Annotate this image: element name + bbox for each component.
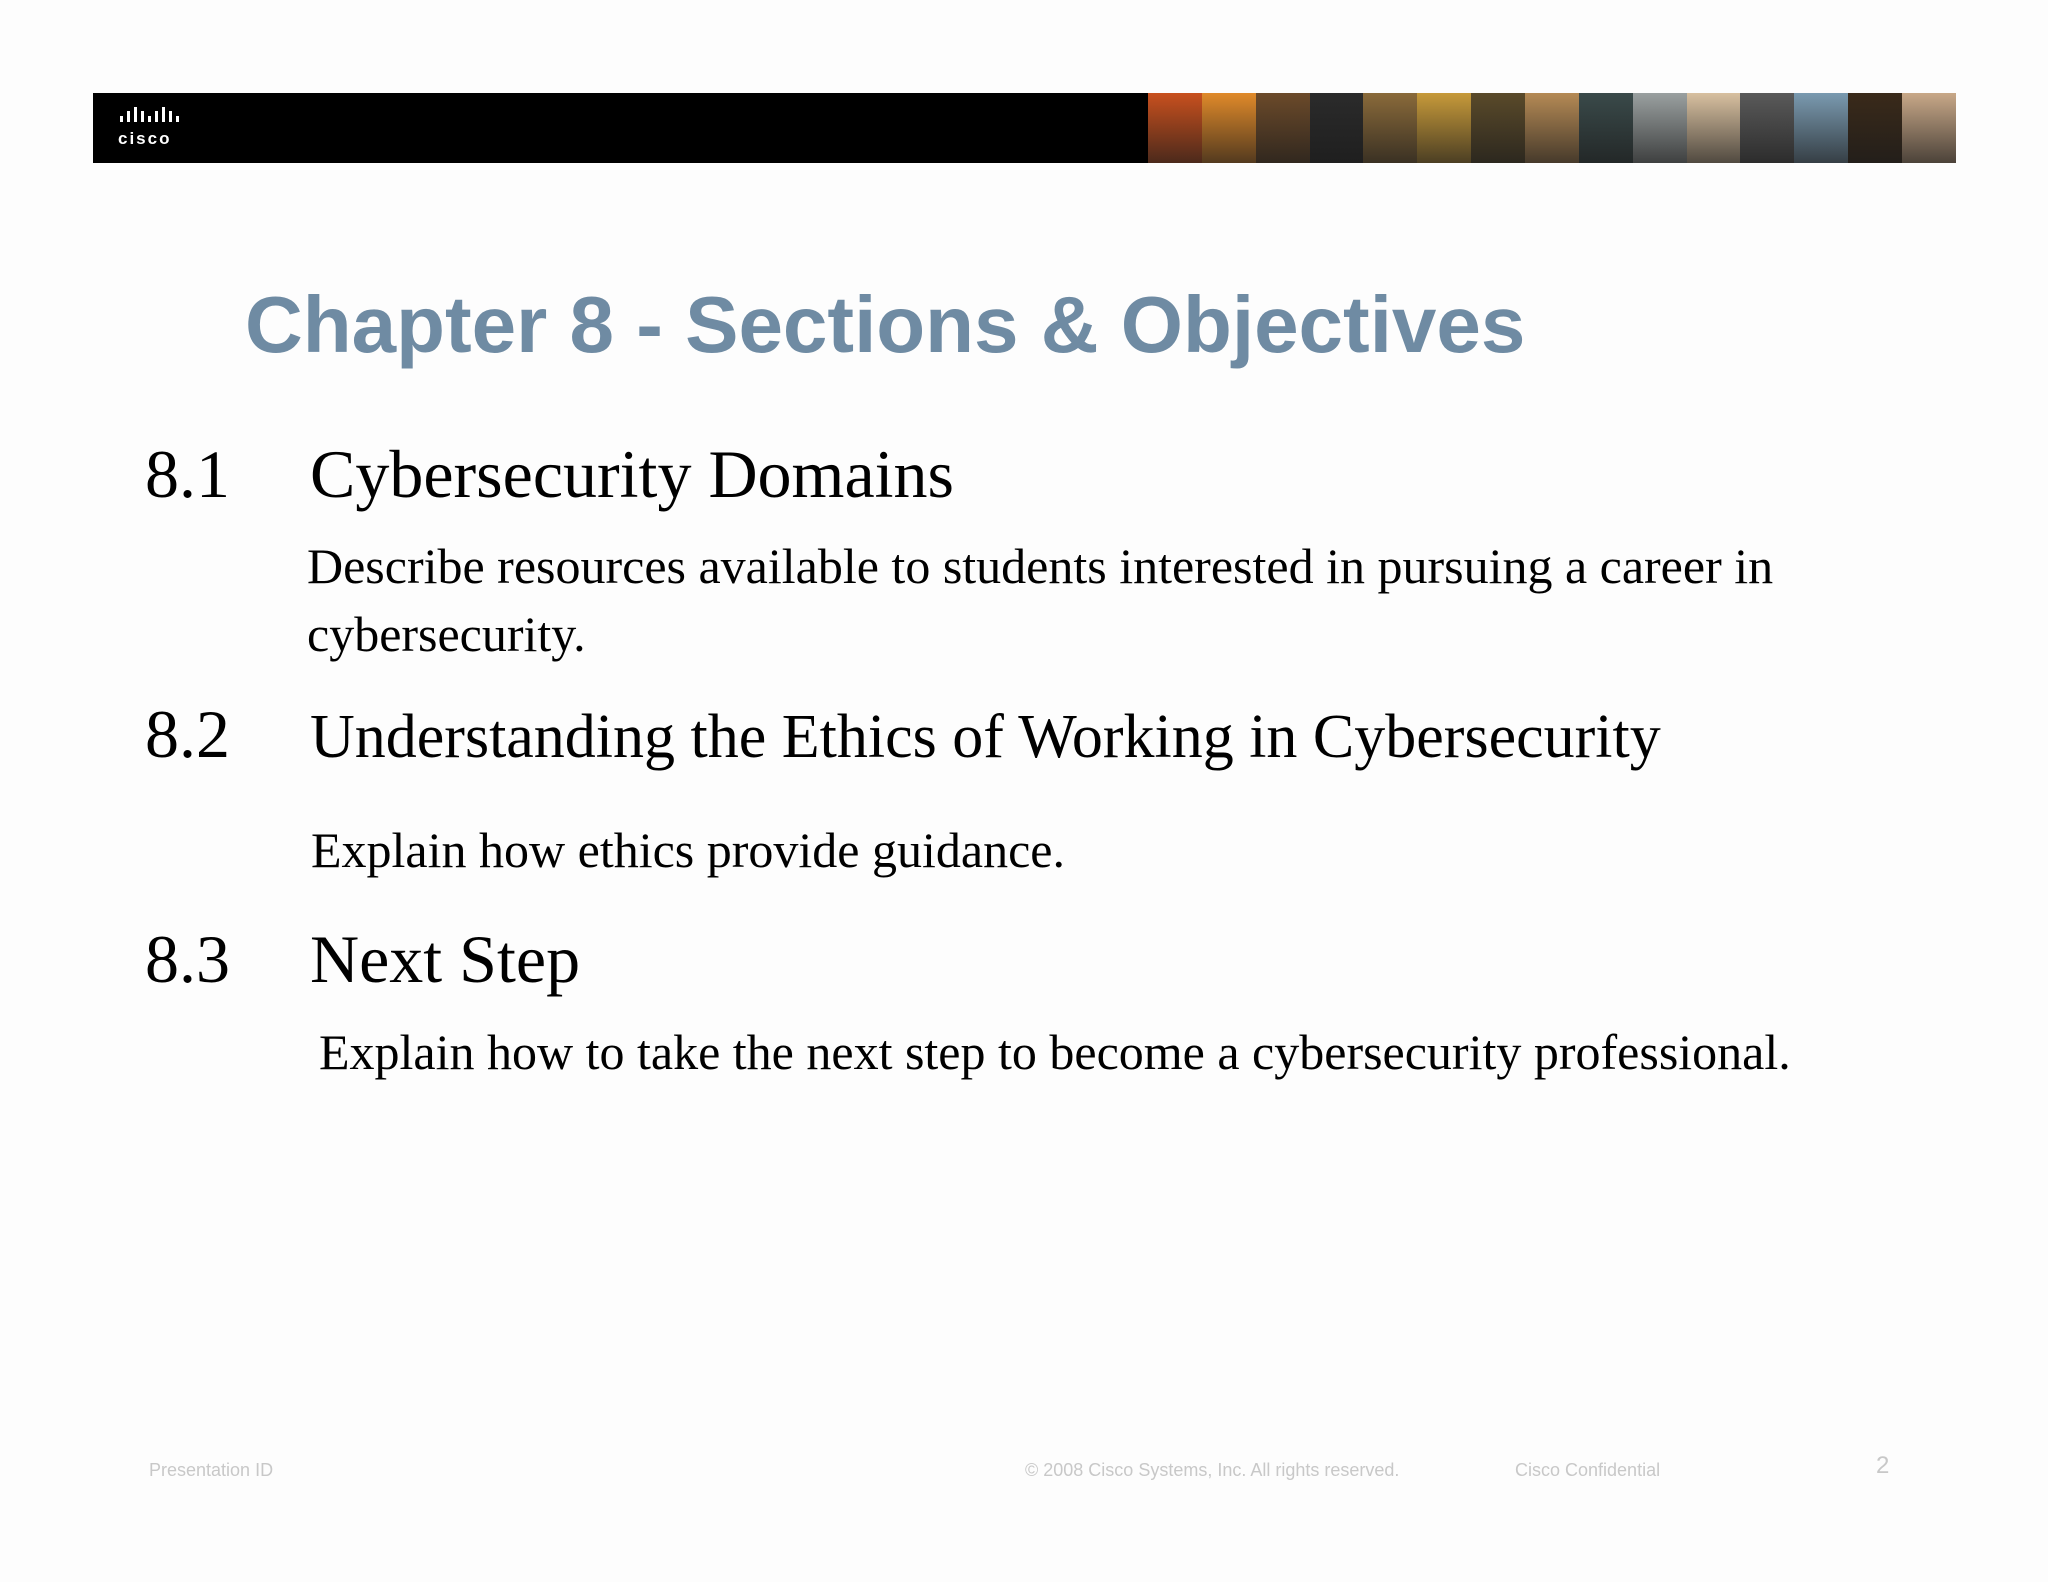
header-photo	[1202, 93, 1256, 163]
header-photo	[1363, 93, 1417, 163]
header-photo	[1310, 93, 1364, 163]
header-photo	[1471, 93, 1525, 163]
section-objective: Describe resources available to students interested in pursuing a career in cybersecurity.	[307, 538, 1774, 662]
footer-copyright: © 2008 Cisco Systems, Inc. All rights reserved.	[1025, 1460, 1400, 1480]
header-photo	[1256, 93, 1310, 163]
section-title: Next Step	[310, 921, 581, 997]
header-photo	[1902, 93, 1956, 163]
section-title: Understanding the Ethics of Working in Cybersecurity	[310, 703, 1661, 771]
header-photo	[1417, 93, 1471, 163]
page-number: 2	[1876, 1452, 1890, 1479]
header-photo	[1794, 93, 1848, 163]
header-banner	[93, 93, 1956, 163]
section-objective: Explain how to take the next step to become a cybersecurity professional.	[319, 1024, 1791, 1080]
section-title: Cybersecurity Domains	[310, 436, 954, 512]
footer-presentation-id: Presentation ID	[149, 1460, 274, 1480]
header-photo	[1687, 93, 1741, 163]
header-photo	[1740, 93, 1794, 163]
cisco-logo-text: cisco	[118, 129, 172, 148]
section-objective: Explain how ethics provide guidance.	[311, 822, 1065, 878]
header-photo	[1525, 93, 1579, 163]
cisco-bars-icon	[118, 105, 208, 129]
photo-strip	[1148, 93, 1956, 163]
section-number: 8.3	[145, 921, 230, 997]
header-photo	[1148, 93, 1202, 163]
cisco-logo	[118, 105, 208, 151]
header-photo	[1633, 93, 1687, 163]
slide-title: Chapter 8 - Sections & Objectives	[245, 280, 1526, 369]
header-photo	[1579, 93, 1633, 163]
section-number: 8.2	[145, 696, 230, 772]
header-photo	[1848, 93, 1902, 163]
section-number: 8.1	[145, 436, 230, 512]
footer-confidential: Cisco Confidential	[1515, 1460, 1661, 1480]
